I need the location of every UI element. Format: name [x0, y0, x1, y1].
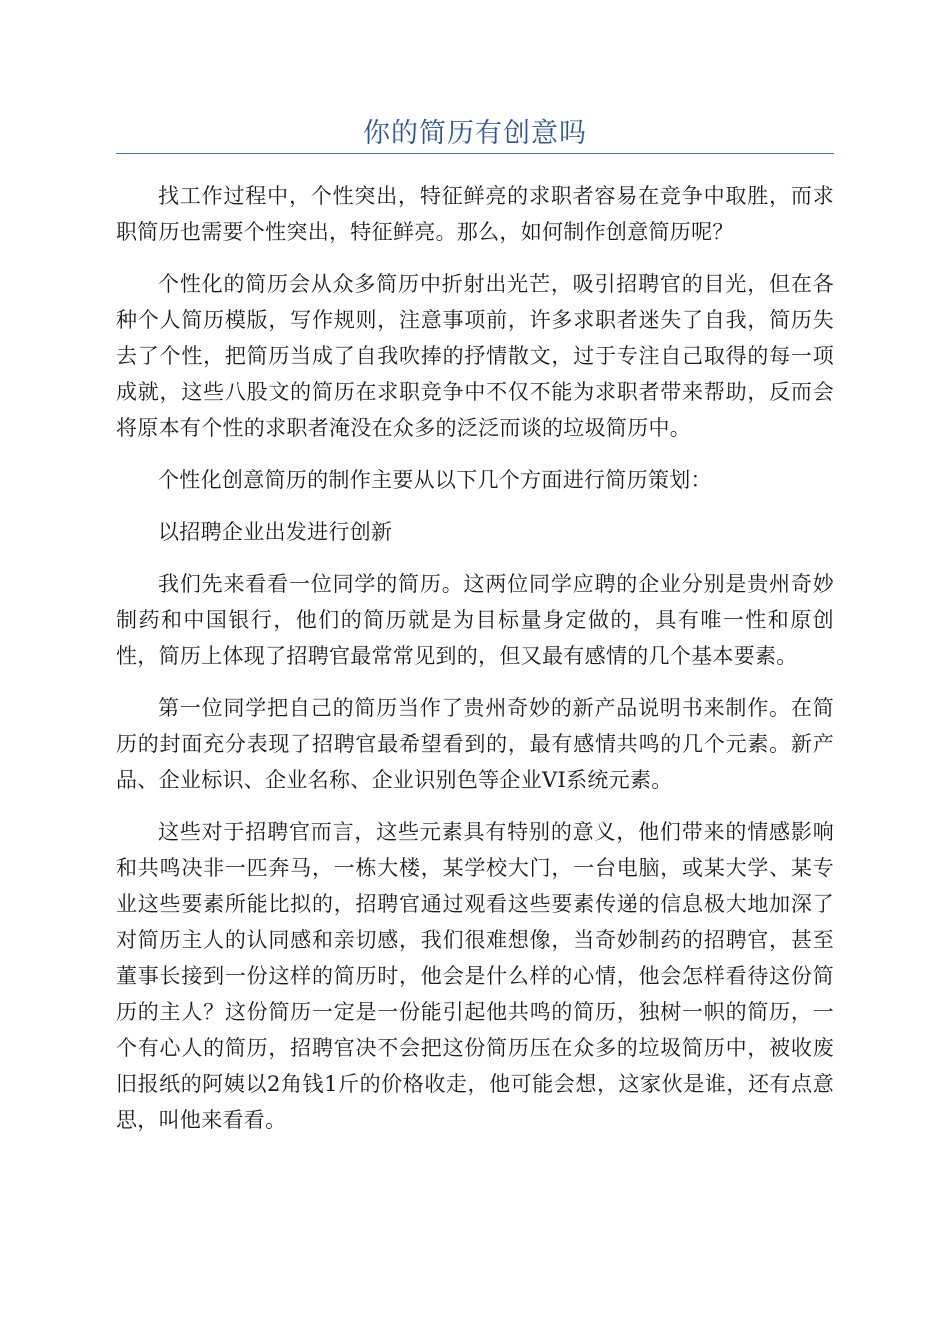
page-title: 你的简历有创意吗: [363, 118, 587, 149]
paragraph-first-student: 第一位同学把自己的简历当作了贵州奇妙的新产品说明书来制作。在简历的封面充分表现了招聘官最希望看到的，最有感情共鸣的几个元素。新产品、企业标识、企业名称、企业识别色等企业VI系统元素。: [116, 696, 834, 792]
paragraph-planning-aspects: 个性化创意简历的制作主要从以下几个方面进行简历策划：: [158, 468, 712, 492]
document-body: [116, 178, 834, 1154]
paragraph-intro: 找工作过程中，个性突出，特征鲜亮的求职者容易在竞争中取胜，而求职简历也需要个性突出，特征鲜亮。那么，如何制作创意简历呢？: [116, 184, 834, 244]
paragraph-example-students: 我们先来看看一位同学的简历。这两位同学应聘的企业分别是贵州奇妙制药和中国银行，他们的简历就是为目标量身定做的，具有唯一性和原创性，简历上体现了招聘官最常常见到的，但又最有感情的几个基本要素。: [116, 572, 834, 668]
section-heading-employer-innovation: 以招聘企业出发进行创新: [158, 520, 393, 544]
title-underline: [116, 153, 834, 154]
paragraph-recruiter-perspective: 这些对于招聘官而言，这些元素具有特别的意义，他们带来的情感影响和共鸣决非一匹奔马，一栋大楼，某学校大门，一台电脑，或某大学、某专业这些要素所能比拟的，招聘官通过观看这些要素传递的信息极大地加深了对简历主人的认同感和亲切感，我们很难想像，当奇妙制药的招聘官，甚至董事长接到一份这样的简历时，他会是什么样的心情，他会怎样看待这份简历的主人？这份简历一定是一份能引起他共鸣的简历，独树一帜的简历，一个有心人的简历，招聘官决不会把这份简历压在众多的垃圾简历中，被收废旧报纸的阿姨以2角钱1斤的价格收走，他可能会想，这家伙是谁，还有点意思，叫他来看看。: [116, 820, 834, 1132]
paragraph-personalized-resume: 个性化的简历会从众多简历中折射出光芒，吸引招聘官的目光，但在各种个人简历模版，写作规则，注意事项前，许多求职者迷失了自我，简历失去了个性，把简历当成了自我吹捧的抒情散文，过于专注自己取得的每一项成就，这些八股文的简历在求职竞争中不仅不能为求职者带来帮助，反而会将原本有个性的求职者淹没在众多的泛泛而谈的垃圾简历中。: [116, 272, 834, 440]
